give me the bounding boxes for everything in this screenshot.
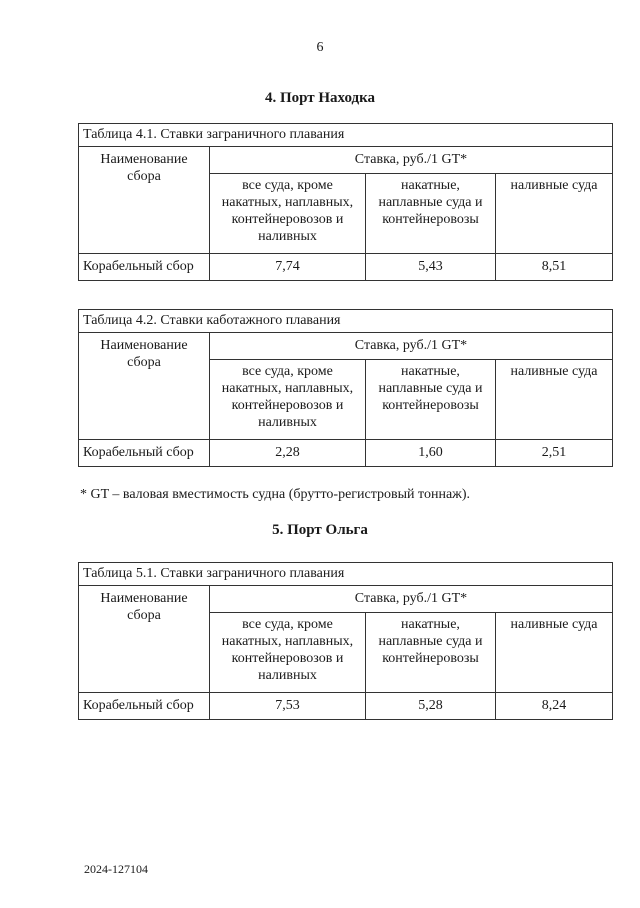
value-roro: 5,28 xyxy=(366,693,496,720)
rates-table-5-1 xyxy=(78,562,613,720)
page-number: 6 xyxy=(316,40,324,55)
value-roro: 1,60 xyxy=(366,440,496,467)
subheader-general-vessels: все суда, кроме накатных, наплавных, контейнеровозов и наливных xyxy=(210,613,366,693)
subheader-tankers: наливные суда xyxy=(496,174,613,254)
table-row xyxy=(79,254,613,281)
row-label: Корабельный сбор xyxy=(79,440,210,467)
value-general: 7,74 xyxy=(210,254,366,281)
value-general: 7,53 xyxy=(210,693,366,720)
table-caption: Таблица 4.1. Ставки заграничного плавания xyxy=(79,124,613,147)
rate-column-header: Ставка, руб./1 GT* xyxy=(210,586,613,613)
rates-table-4-1 xyxy=(78,123,613,281)
value-general: 2,28 xyxy=(210,440,366,467)
value-tankers: 8,51 xyxy=(496,254,613,281)
subheader-tankers: наливные суда xyxy=(496,360,613,440)
name-column-header: Наименование сбора xyxy=(79,333,210,440)
row-label: Корабельный сбор xyxy=(79,254,210,281)
subheader-roro-container: накатные, наплавные суда и контейнеровозы xyxy=(366,613,496,693)
subheader-roro-container: накатные, наплавные суда и контейнеровозы xyxy=(366,360,496,440)
name-column-header: Наименование сбора xyxy=(79,147,210,254)
name-column-header: Наименование сбора xyxy=(79,586,210,693)
subheader-general-vessels: все суда, кроме накатных, наплавных, контейнеровозов и наливных xyxy=(210,174,366,254)
rate-column-header: Ставка, руб./1 GT* xyxy=(210,147,613,174)
value-tankers: 2,51 xyxy=(496,440,613,467)
value-tankers: 8,24 xyxy=(496,693,613,720)
rates-table-4-2 xyxy=(78,309,613,467)
table-row xyxy=(79,693,613,720)
document-id: 2024-127104 xyxy=(84,862,148,876)
table-row xyxy=(79,440,613,467)
table-caption: Таблица 5.1. Ставки заграничного плавания xyxy=(79,563,613,586)
rate-column-header: Ставка, руб./1 GT* xyxy=(210,333,613,360)
section-title-olga: 5. Порт Ольга xyxy=(272,522,368,538)
row-label: Корабельный сбор xyxy=(79,693,210,720)
gt-footnote: * GT – валовая вместимость судна (брутто-регистровый тоннаж). xyxy=(80,487,470,502)
subheader-tankers: наливные суда xyxy=(496,613,613,693)
section-title-nakhodka: 4. Порт Находка xyxy=(264,90,376,106)
subheader-general-vessels: все суда, кроме накатных, наплавных, контейнеровозов и наливных xyxy=(210,360,366,440)
subheader-roro-container: накатные, наплавные суда и контейнеровозы xyxy=(366,174,496,254)
table-caption: Таблица 4.2. Ставки каботажного плавания xyxy=(79,310,613,333)
value-roro: 5,43 xyxy=(366,254,496,281)
